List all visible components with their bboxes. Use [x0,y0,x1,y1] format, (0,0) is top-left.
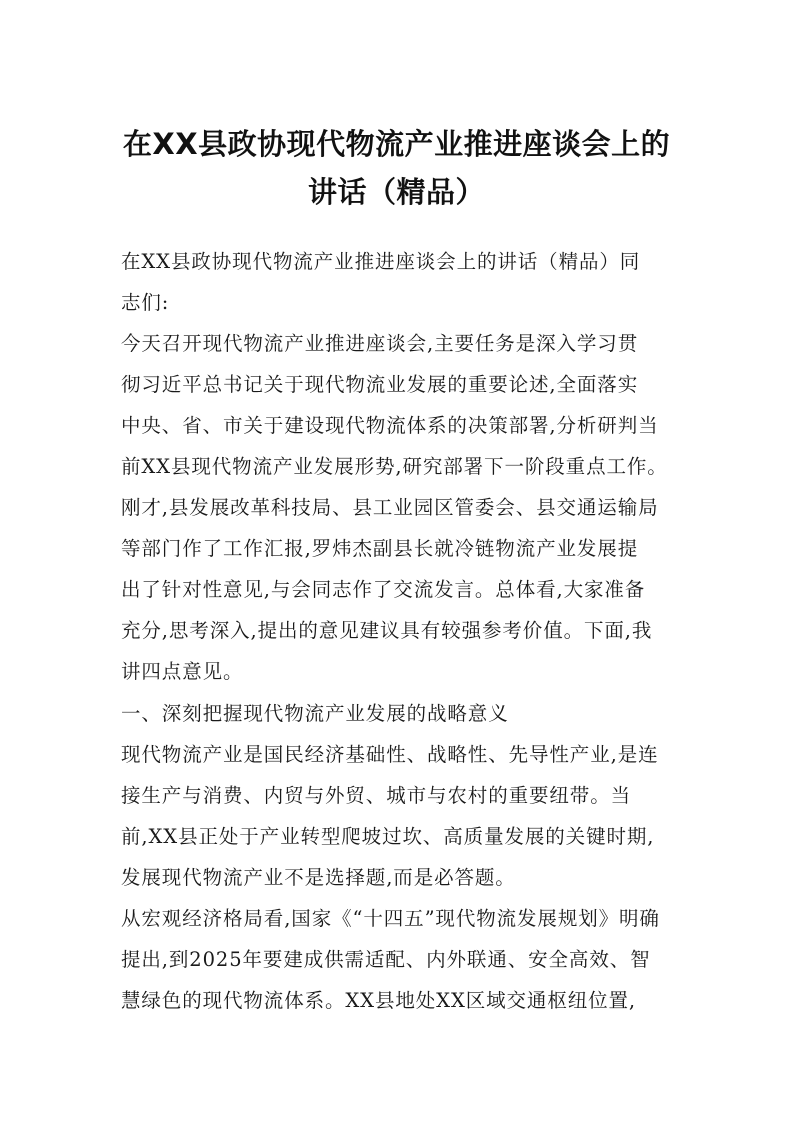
body-line: 发展现代物流产业不是选择题,而是必答题。 [121,866,516,889]
body-line: 志们: [121,291,170,314]
body-line: 接生产与消费、内贸与外贸、城市与农村的重要纽带。当 [121,784,632,807]
body-line: 出了针对性意见,与会同志作了交流发言。总体看,大家准备 [121,578,646,601]
body-line: 中央、省、市关于建设现代物流体系的决策部署,分析研判当 [121,414,659,437]
body-line: 前XX县现代物流产业发展形势,研究部署下一阶段重点工作。 [121,455,668,478]
body-line: 充分,思考深入,提出的意见建议具有较强参考价值。下面,我 [121,619,653,642]
body-line: 彻习近平总书记关于现代物流业发展的重要论述,全面落实 [121,373,639,396]
body-line: 慧绿色的现代物流体系。XX县地处XX区域交通枢纽位置, [121,989,637,1012]
body-line: 讲四点意见。 [121,660,244,683]
body-line: 现代物流产业是国民经济基础性、战略性、先导性产业,是连 [121,743,659,766]
body-line: 前,XX县正处于产业转型爬坡过坎、高质量发展的关键时期, [121,825,655,848]
body-line: 从宏观经济格局看,国家《“十四五”现代物流发展规划》明确 [121,907,660,930]
document-title-line-2: 讲话（精品） [307,175,485,209]
body-line: 在XX县政协现代物流产业推进座谈会上的讲话（精品）同 [121,250,641,273]
section-heading: 一、深刻把握现代物流产业发展的战略意义 [121,702,509,725]
body-line: 今天召开现代物流产业推进座谈会,主要任务是深入学习贯 [121,332,639,355]
body-line: 等部门作了工作汇报,罗炜杰副县长就冷链物流产业发展提 [121,537,639,560]
document-title-line-1: 在XX县政协现代物流产业推进座谈会上的 [122,127,671,161]
body-line: 提出,到2025年要建成供需适配、内外联通、安全高效、智 [121,948,651,971]
body-line: 刚才,县发展改革科技局、县工业园区管委会、县交通运输局 [121,496,659,519]
